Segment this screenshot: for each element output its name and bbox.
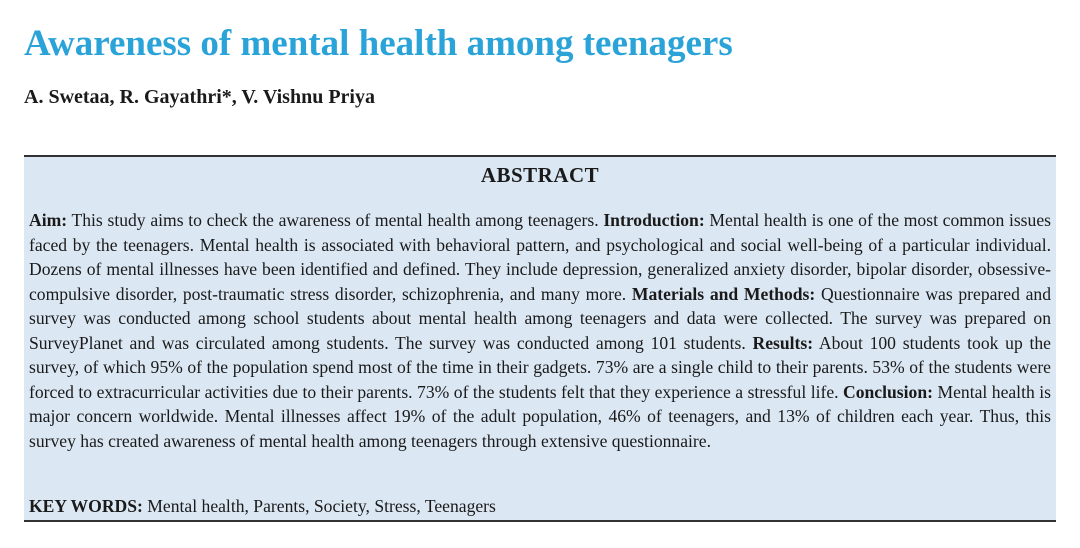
abstract-heading: ABSTRACT (480, 163, 600, 187)
conclusion-label: Conclusion: (843, 381, 933, 402)
aim-text: This study aims to check the awareness of mental health among teenagers. (67, 210, 604, 230)
methods-label: Materials and Methods: (631, 283, 816, 304)
article-title: Awareness of mental health among teenagers (24, 23, 733, 64)
abstract-body (29, 208, 1051, 453)
aim-label: Aim: (29, 210, 68, 230)
keywords-line (29, 494, 496, 518)
keywords-text: Mental health, Parents, Society, Stress, Teenagers (142, 496, 496, 516)
introduction-text: Mental health is one of the most common issues faced by the teenagers. Mental health is associated with behavioral pattern, and psychological and social well-being of a particular individual. Dozens of mental illnesses have been identified and defined. They include depression, generalized anxiety disorder, bipolar disorder, obsessive-compulsive disorder, post-traumatic stress disorder, schizophrenia, and many more. (29, 210, 1051, 304)
results-label: Results: (752, 332, 814, 353)
results-text: About 100 students took up the survey, of which 95% of the population spend most of the time in their gadgets. 73% are a single child to their parents. 53% of the students were forced to extracurricular activities due to their parents. 73% of the students felt that they experience a stressful life. (29, 332, 1051, 402)
methods-text: Questionnaire was prepared and survey was conducted among school students about mental health among teenagers and data were collected. The survey was prepared on SurveyPlanet and was circulated among students. The survey was conducted among 101 students. (29, 283, 1051, 353)
introduction-label: Introduction: (603, 210, 705, 230)
abstract-section (24, 155, 1056, 522)
keywords-label: KEY WORDS: (29, 496, 143, 516)
author-list: A. Swetaa, R. Gayathri*, V. Vishnu Priya (24, 86, 375, 108)
conclusion-text: Mental health is major concern worldwide. Mental illnesses affect 19% of the adult population, 46% of teenagers, and 13% of children each year. Thus, this survey has created awareness of mental health among teenagers through extensive questionnaire. (29, 381, 1051, 451)
